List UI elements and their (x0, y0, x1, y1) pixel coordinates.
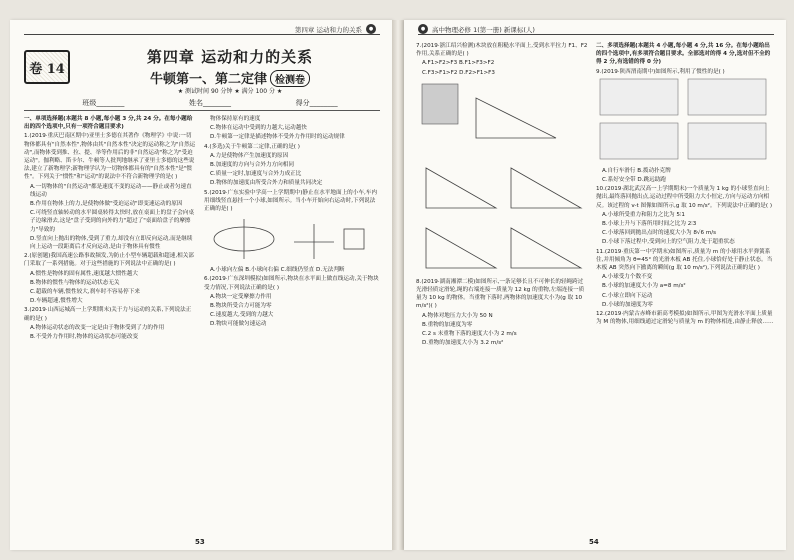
q2-option-a: A.惯性是物体的固有属性,速度越大惯性越大 (30, 270, 138, 277)
right-column-2 (596, 42, 774, 327)
q7-options-ab: A.F1>F2>F3 B.F1>F3>F2 (422, 60, 495, 67)
right-column-1 (416, 42, 588, 348)
q6-option-b: B.物块所受合力可能为零 (210, 303, 272, 310)
q4-option-a: A.力是使物体产生加速度的原因 (210, 152, 289, 159)
question-10: 10.(2019·湖北武汉高一上学期期末)一个质量为 1 kg 的小球竖直向上抛出,最终落回抛出点,运动过程中所受阻力大小恒定,方向与运动方向相反。该过程的 v-t 图像如图所示,g 取 10 m/s²。下列说法中正确的是( ) (596, 186, 772, 209)
incline-diagrams (416, 78, 586, 274)
question-1: 1.(2019·重庆巴南区期中)亚里士多德在其著作《物理学》中说:一切物体都具有"自然本性",物体由其"自然本性"决定的运动称之为"自然运动",而物体受到推、拉、提、举等作用后的非"自然运动"称之为"受迫运动"。伽利略、笛卡尔、牛顿等人批判地继承了亚里士多德的这些说法,建立了新物理学;新物理学认为一切物体都具有的"自然本性"是"惯性"。下列关于"惯性"和"运动"的说法中不符合新物理学的是( ) (24, 133, 196, 181)
score-field[interactable]: 得分 ________ (296, 98, 338, 108)
question-2: 2.(原创题)我国高速公路事故频发,为防止小型车辆超载和超速,相关部门采取了一系列措施。对于这些措施的下列说法中正确的是( ) (24, 253, 194, 268)
box-shape (344, 229, 364, 249)
q2-option-c: C.超载的车辆,惯性较大,刹车时不容易停下来 (30, 289, 140, 296)
long-jump-picture (688, 123, 766, 159)
section-heading: 一、单项选择题(本题共 8 小题,每小题 3 分,共 24 分。在每小题给出的四个选项中,只有一项符合题目要求) (24, 116, 193, 131)
q10-option-b: B.小球上升与下落所用时间之比为 2∶3 (602, 221, 697, 228)
seatbelt-picture (600, 123, 678, 159)
q1-option-d: D.竖直向上抛出的物体,受到了重力,却没有立即反向运动,而是继续向上运动一段距离后才反向运动,是由于物体具有惯性 (30, 235, 193, 251)
left-page (10, 20, 392, 550)
student-fields (50, 98, 370, 108)
running-head-text: 高中物理必修 1(第一册) 新课标(人) (432, 25, 535, 34)
running-head-text: 第四章 运动和力的关系 (294, 25, 362, 34)
q3-option-b: B.不受外力作用时,物体的运动状态可能改变 (30, 334, 139, 341)
section-title (80, 68, 380, 87)
q9-options-cd: C.系好安全带 D.跳远助跑 (602, 177, 666, 184)
page-number: 54 (589, 538, 599, 546)
question-12: 12.(2019·内蒙古赤峰市新高考模拟)如图所示,甲图为光滑水平面上质量为 M 的物体,用细线通过定滑轮与质量为 m 的物体相连,由静止释放…… (596, 311, 774, 326)
q1-option-c: C.可绕竖直轴转动的水平圆桌转得太快时,放在桌面上的盘子会向桌子边缘滑去,这是"盘子受到的向外的力"超过了"桌面给盘子的摩擦力"导致的 (30, 210, 195, 233)
question-3: 3.(2019·山西运城高一上学期期末)关于力与运动的关系,下列说法正确的是( ) (24, 307, 192, 322)
header-rule (418, 34, 774, 35)
section-title-text: 牛顿第一、第二定律 (149, 72, 267, 87)
q4-option-b: B.加速度的方向与合外力方向相同 (210, 162, 294, 169)
q11-option-d: D.小球的加速度为零 (602, 301, 653, 308)
q8-option-c: C.2 s 末重物下落的速度大小为 2 m/s (422, 331, 517, 338)
left-running-head (295, 24, 376, 34)
name-field[interactable]: 姓名 ________ (189, 98, 231, 108)
inertia-pictures (596, 77, 772, 165)
photo-placeholder (422, 84, 458, 124)
volume-tag: 卷 14 (24, 50, 70, 84)
q7-options-cd: C.F3>F1>F2 D.F2>F1>F3 (422, 69, 495, 76)
q8-option-b: B.重物的加速度为零 (422, 321, 473, 328)
bicycle-picture (600, 79, 678, 115)
q5-figures (204, 214, 380, 266)
right-running-head (418, 24, 535, 34)
incline-shape (426, 228, 496, 268)
left-column-2 (204, 115, 380, 330)
q10-option-c: C.小球落回到抛出点时的速度大小为 8√6 m/s (602, 230, 717, 237)
playing-card-picture (688, 79, 766, 115)
publisher-logo-icon: ● (366, 24, 376, 34)
title-divider (24, 110, 380, 111)
q4-option-c: C.质量一定时,加速度与合外力成正比 (210, 171, 302, 178)
q11-option-c: C.小球立即向下运动 (602, 292, 653, 299)
q5-diagram (204, 214, 374, 264)
class-field[interactable]: 班级 ________ (82, 98, 124, 108)
q6-option-c: C.速度越大,受到的力越大 (210, 312, 274, 319)
q11-option-a: A.小球受力个数不变 (602, 274, 653, 281)
left-column-1 (24, 115, 196, 342)
q2-option-b: B.物体的惯性与物体的运动状态无关 (30, 279, 120, 286)
q1-option-a: A.一切物体的"自然运动"都是速度不变的运动——静止或者匀速直线运动 (30, 183, 192, 198)
q2-option-d: D.车辆超速,惯性增大 (30, 298, 83, 305)
q3-option-c: C.物体在运动中受到的力越大,运动越快 (210, 125, 307, 132)
incline-shape (426, 168, 496, 208)
q7-figures (416, 78, 588, 278)
question-4: 4.(多选)关于牛顿第二定律,正确的是( ) (204, 143, 300, 150)
q10-option-a: A.小球所受重力和阻力之比为 5∶1 (602, 211, 685, 218)
q6-option-d: D.物块可能做匀速运动 (210, 321, 267, 328)
right-page (404, 20, 786, 550)
incline-shape (511, 168, 581, 208)
book-fold (392, 20, 404, 550)
q8-option-d: D.重物的加速度大小为 3.2 m/s² (422, 340, 504, 347)
test-meta: ★ 测试时间 90 分钟 ★ 满分 100 分 ★ (177, 88, 283, 95)
q3-option-b-cont: 物体保持原有的速度 (210, 116, 261, 122)
q9-options-ab: A.自行车滑行 B.拨动扑克牌 (602, 167, 671, 174)
question-9: 9.(2019·陕西渭南期中)如图所示,利用了惯性的是( ) (596, 68, 725, 75)
q3-option-d: D.牛顿第一定律是描述物体不受外力作用时的运动规律 (210, 134, 345, 141)
q10-option-d: D.小球下落过程中,受到向上的空气阻力,处于超重状态 (602, 239, 735, 246)
incline-shape (511, 228, 581, 268)
q11-option-b: B.小球的加速度大小为 a=8 m/s² (602, 283, 686, 290)
q6-option-a: A.物块一定受摩擦力作用 (210, 293, 272, 300)
question-5: 5.(2019·广东实验中学高一上学期期中)静止在水平地面上的小车,车内用细线竖直悬挂一个小球,如图所示。当小车开始向右运动时,下列说法正确的是( ) (204, 189, 377, 213)
q8-option-a: A.物体对地压力大小为 50 N (422, 312, 493, 319)
q1-option-b: B.作用在物体上的力,是使物体做"受迫运动"即变速运动的原因 (30, 201, 183, 208)
q5-options: A.小球向左偏 B.小球向右偏 C.细线仍竖直 D.无法判断 (210, 267, 345, 274)
q3-option-a: A.物体运动状态的改变一定是由于物体受到了力的作用 (30, 324, 165, 331)
section-heading-2: 二、多项选择题(本题共 4 小题,每小题 4 分,共 16 分。在每小题给出的四个选项中,有多项符合题目要求。全部选对的得 4 分,选对但不全的得 2 分,有选错的得 0 分) (596, 43, 771, 66)
publisher-logo-icon: ● (418, 24, 428, 34)
q9-figures (596, 77, 774, 167)
question-11: 11.(2019·重庆第一中学期末)如图所示,质量为 m 的小球用水平弹簧系住,并用倾角为 θ=45° 的光滑木板 AB 托住,小球恰好处于静止状态。当木板 AB 突然向下撤离的瞬间(g 取 10 m/s²),下列说法正确的是( ) (596, 248, 773, 272)
question-6: 6.(2019·广东深圳模拟)如图所示,物块在水平面上做直线运动,关于物块受力情况,下列说法正确的是( ) (204, 276, 379, 291)
question-8: 8.(2019·湖南湘潭二模)如图所示,一条足够长且不可伸长的轻绳跨过光滑轻质定滑轮,绳的右端连接一质量为 12 kg 的重物,左端连接一质量为 10 kg 的物体。当重物下落时,两物体的加速度大小为(g 取 10 m/s²)( ) (416, 278, 585, 310)
test-badge: 检测卷 (270, 70, 310, 87)
question-7: 7.(2019·浙江绍兴检测)木块放在粗糙水平面上,受到水平拉力 F1、F2 作用,关系正确的是( ) (416, 43, 588, 58)
q4-option-d: D.物体的加速度由所受合外力和质量共同决定 (210, 180, 323, 187)
incline-shape (476, 98, 556, 138)
page-number: 53 (195, 538, 205, 546)
header-rule (24, 34, 380, 35)
chapter-title: 第四章 运动和力的关系 (146, 48, 314, 66)
